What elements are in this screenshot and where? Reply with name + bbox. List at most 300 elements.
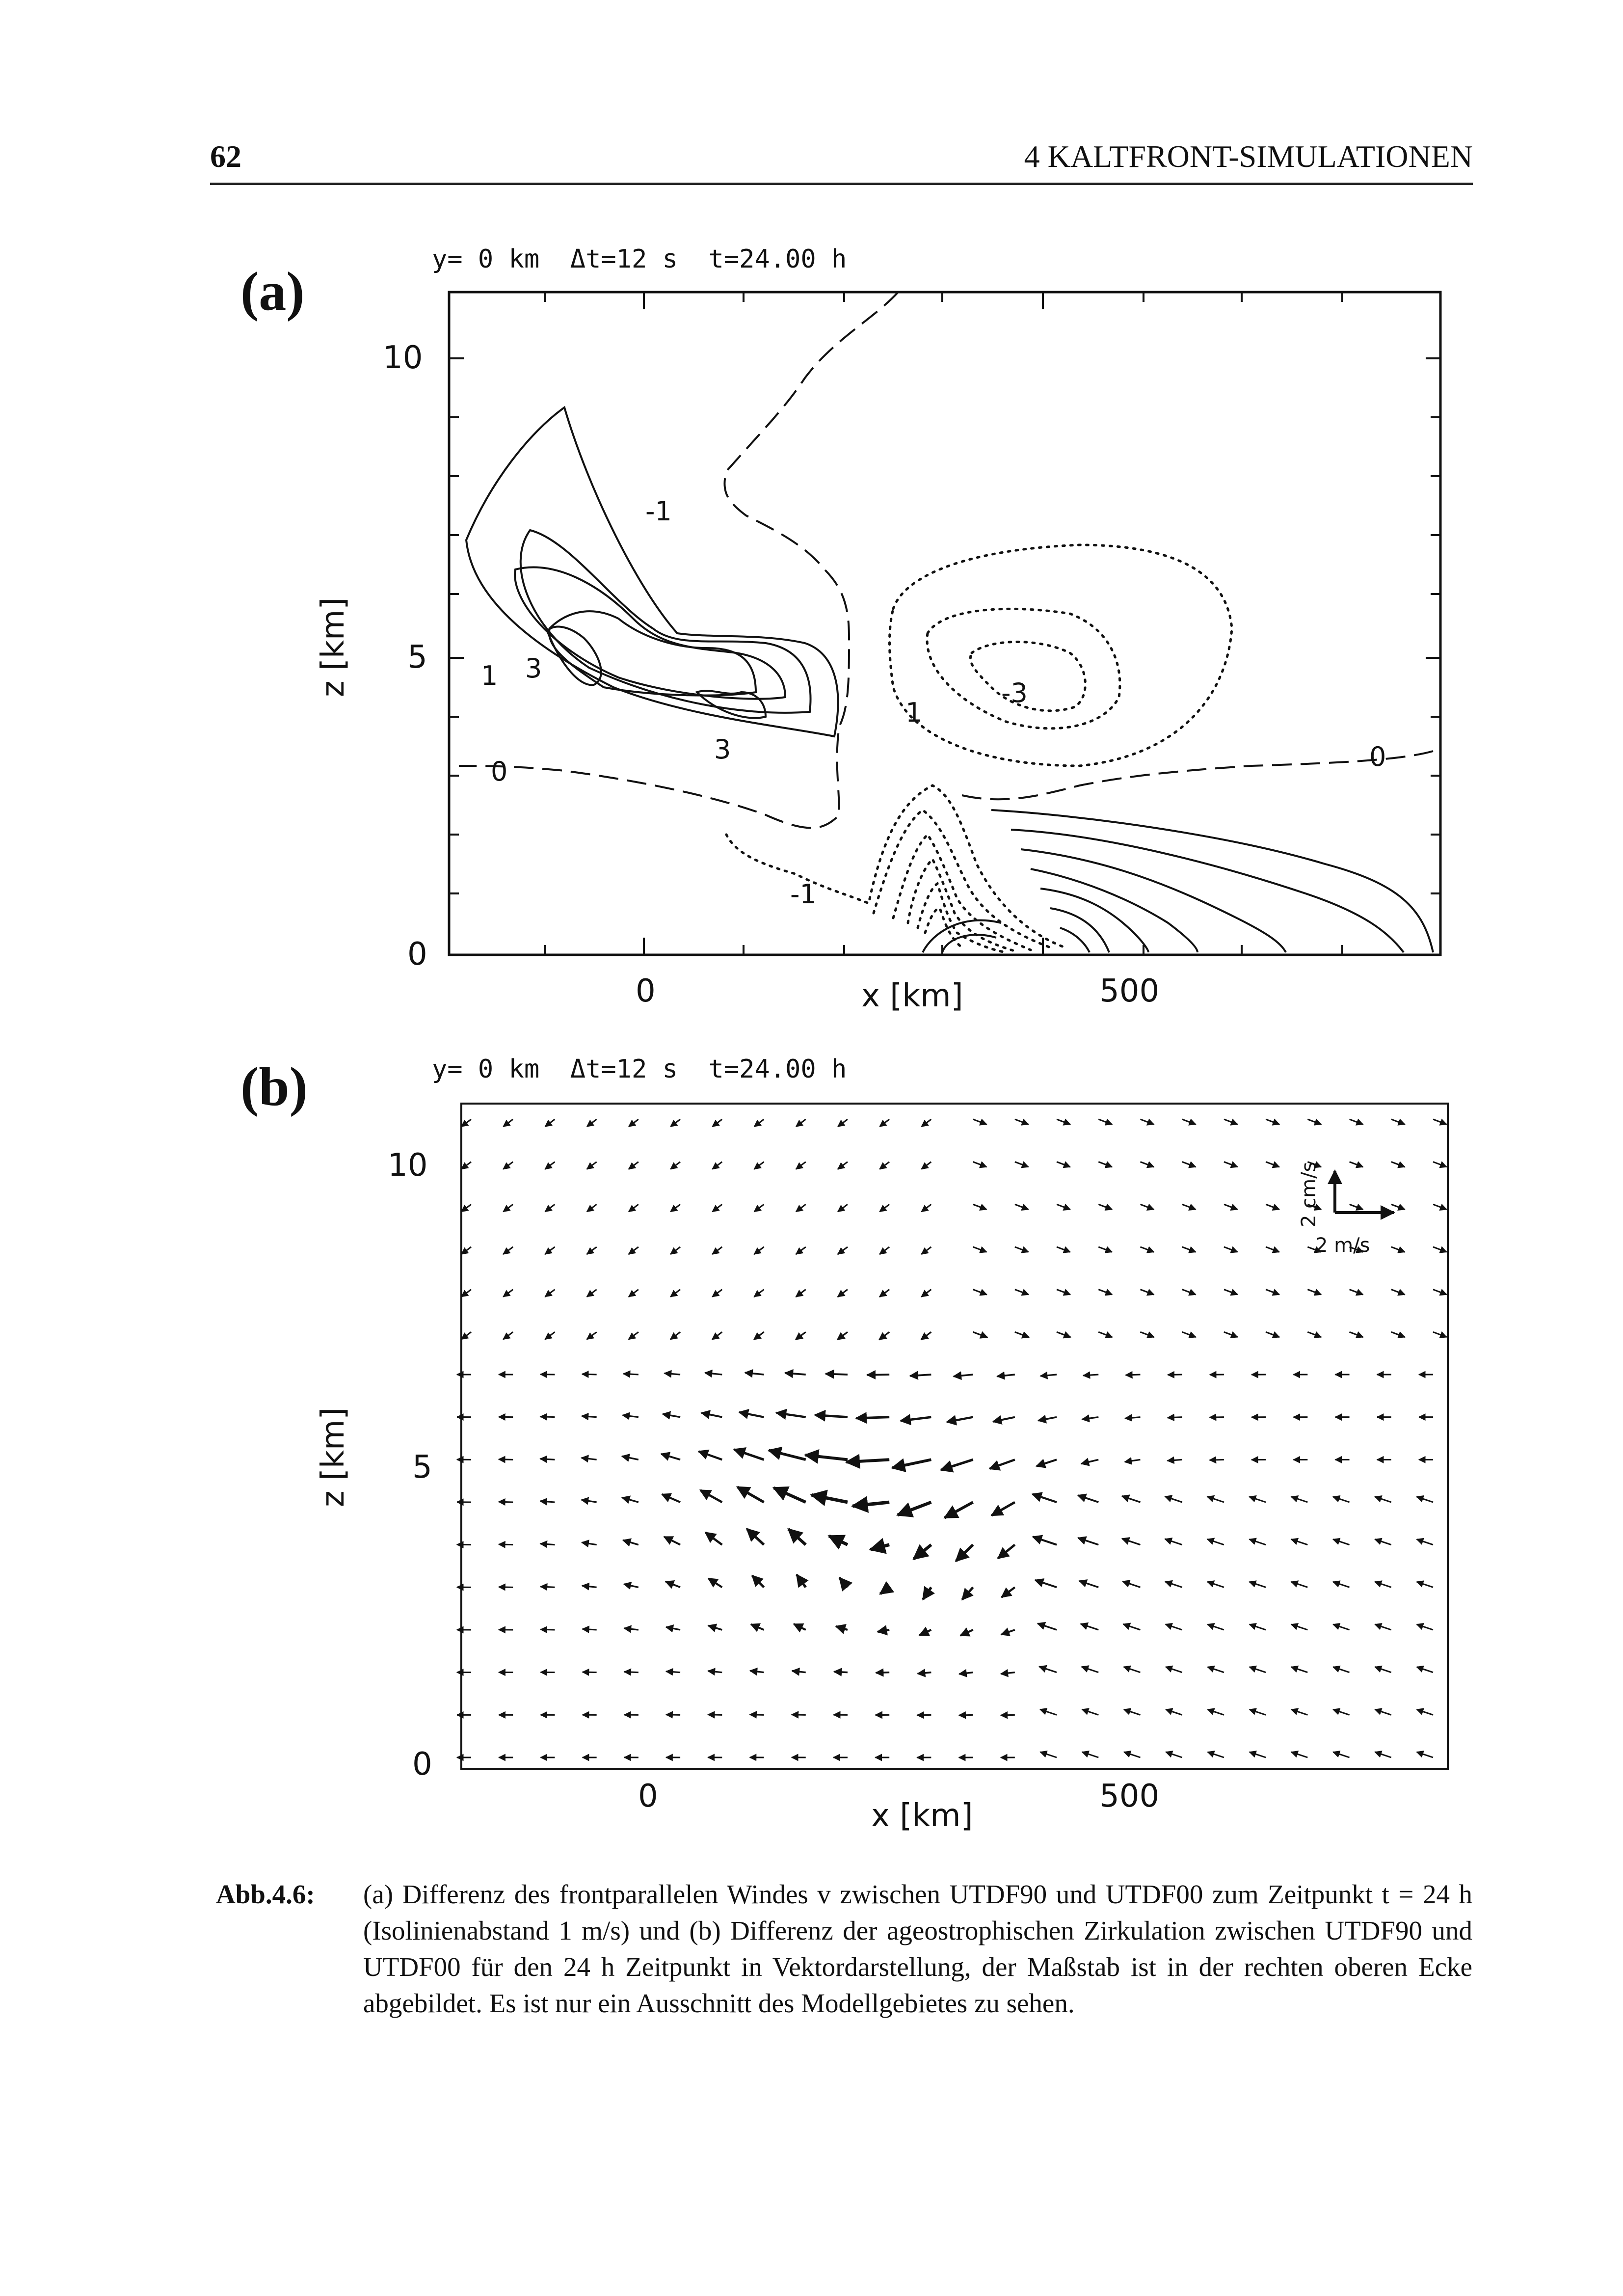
vector-arrow [815, 1415, 848, 1417]
vector-arrow [870, 1545, 889, 1550]
y-tick-0: 0 [412, 1746, 432, 1783]
vector-arrow [1391, 1332, 1405, 1337]
vector-arrow [1015, 1162, 1029, 1167]
vector-arrow [1224, 1162, 1238, 1167]
vector-arrow [503, 1119, 513, 1127]
vector-arrow [1140, 1162, 1154, 1167]
vector-arrow [670, 1332, 680, 1339]
vector-arrow [1250, 1667, 1266, 1673]
vector-arrow [1333, 1497, 1349, 1502]
panel-a-contour-plot [0, 285, 1623, 1031]
contour-label: -1 [790, 879, 817, 910]
vector-arrow [1015, 1247, 1029, 1252]
vector-arrow [670, 1290, 680, 1297]
vector-arrow [829, 1536, 848, 1545]
vector-arrow [1417, 1667, 1433, 1673]
vector-arrow [713, 1204, 722, 1212]
vector-arrow [973, 1119, 987, 1124]
vector-arrow [1291, 1497, 1307, 1502]
vector-arrow [1307, 1332, 1321, 1337]
vector-arrow [1082, 1709, 1099, 1715]
vector-arrow [587, 1247, 597, 1254]
vector-arrow [1375, 1540, 1391, 1545]
vector-arrow [1057, 1162, 1070, 1167]
vector-arrow [1350, 1204, 1363, 1209]
vector-arrow [670, 1204, 680, 1212]
contour-label: 3 [525, 653, 542, 684]
vector-arrow [879, 1204, 889, 1212]
vector-arrow [796, 1119, 806, 1127]
vector-arrow [712, 1332, 722, 1339]
vector-arrow [1291, 1709, 1307, 1715]
vector-arrow [587, 1332, 597, 1339]
vector-arrow [959, 1673, 973, 1674]
vector-arrow [670, 1247, 680, 1254]
x-tick-0: 0 [638, 1778, 658, 1814]
vector-arrow [1291, 1582, 1307, 1587]
vector-arrow [583, 1629, 597, 1630]
vector-arrow [700, 1490, 722, 1502]
panel-a-zero-contours [459, 292, 1433, 828]
vector-arrow [666, 1672, 680, 1673]
vector-arrow [1433, 1332, 1447, 1337]
vector-arrow [622, 1456, 639, 1459]
vector-arrow [1166, 1709, 1182, 1715]
vector-arrow [1098, 1162, 1112, 1167]
vector-arrow [1081, 1624, 1098, 1630]
vector-arrow [1291, 1540, 1307, 1545]
vector-arrow [1391, 1290, 1405, 1295]
vector-arrow [708, 1625, 722, 1630]
vector-arrow [540, 1501, 555, 1502]
vector-arrow [739, 1412, 764, 1417]
vector-arrow [1182, 1332, 1196, 1337]
vector-arrow [701, 1413, 722, 1417]
vector-arrow [1079, 1581, 1098, 1587]
vector-arrow [712, 1290, 722, 1297]
vector-arrow [1165, 1496, 1182, 1502]
vector-arrow [623, 1374, 639, 1375]
vector-arrow [752, 1575, 764, 1587]
vector-arrow [1140, 1119, 1154, 1124]
vector-arrow [796, 1204, 806, 1212]
vector-arrow [582, 1416, 596, 1417]
vector-arrow [1333, 1667, 1349, 1673]
vector-arrow [499, 1544, 513, 1545]
vector-arrow [1224, 1204, 1238, 1209]
vector-arrow [1307, 1119, 1321, 1124]
vector-arrow [774, 1488, 806, 1502]
panel-a-positive-contours [466, 407, 1433, 952]
vector-arrow [1098, 1204, 1112, 1209]
vector-arrow [1057, 1332, 1070, 1337]
vector-arrow [879, 1332, 889, 1340]
vector-arrow [879, 1162, 889, 1169]
vector-arrow [754, 1204, 764, 1212]
caption-label: Abb.4.6: [216, 1879, 315, 1909]
vector-arrow [1250, 1582, 1266, 1587]
vector-arrow [921, 1332, 931, 1340]
vector-arrow [1166, 1667, 1182, 1672]
y-axis-label: z [km] [315, 597, 351, 697]
vector-arrow [1350, 1332, 1363, 1337]
vector-arrow [545, 1290, 555, 1297]
vector-arrow [1333, 1540, 1349, 1545]
vector-arrow [1168, 1459, 1182, 1460]
vector-arrow [1208, 1667, 1224, 1673]
vector-arrow [665, 1373, 680, 1375]
vector-arrow [503, 1162, 513, 1169]
vector-arrow [705, 1373, 722, 1375]
vector-arrow [1208, 1752, 1224, 1757]
vector-arrow [1266, 1247, 1279, 1252]
vector-arrow [708, 1578, 722, 1587]
vector-arrow [1208, 1709, 1224, 1715]
vector-arrow [879, 1290, 889, 1297]
vector-arrow [838, 1290, 848, 1297]
vector-arrow [878, 1630, 889, 1632]
vector-arrow [1433, 1290, 1447, 1295]
contour-label: 1 [905, 697, 923, 728]
vector-arrow [582, 1374, 597, 1375]
vector-arrow [670, 1119, 680, 1127]
vector-arrow [796, 1162, 806, 1169]
contour-label: -3 [1001, 677, 1028, 708]
vector-arrow [797, 1575, 805, 1587]
vector-arrow [856, 1417, 889, 1418]
vector-arrow [840, 1578, 848, 1587]
vector-arrow [461, 1204, 471, 1212]
vector-arrow [962, 1587, 973, 1599]
panel-a-label: (a) [240, 261, 305, 322]
vector-arrow [629, 1247, 639, 1254]
vector-arrow [1165, 1539, 1182, 1545]
contour-label: 0 [491, 756, 508, 787]
vector-arrow [922, 1204, 931, 1212]
vector-arrow [973, 1290, 987, 1295]
vector-arrow [503, 1332, 513, 1339]
vector-arrow [1038, 1417, 1057, 1421]
vector-arrow [1124, 1752, 1140, 1757]
contour-label: 0 [1369, 741, 1386, 772]
vector-arrow [629, 1290, 639, 1297]
vector-arrow [811, 1495, 847, 1502]
vector-arrow [796, 1247, 806, 1254]
x-axis-label: x [km] [861, 978, 963, 1014]
vector-arrow [1002, 1587, 1015, 1597]
vector-arrow [545, 1204, 555, 1212]
vector-arrow [1333, 1582, 1349, 1587]
vector-arrow [751, 1624, 764, 1630]
vector-arrow [1040, 1752, 1057, 1757]
vector-arrow [901, 1417, 931, 1421]
vector-arrow [1375, 1624, 1391, 1630]
vector-arrow [587, 1290, 597, 1297]
vector-arrow [1015, 1290, 1029, 1295]
vector-arrow [1375, 1582, 1391, 1587]
scale-horizontal-label: 2 m/s [1315, 1234, 1370, 1257]
vector-arrow [734, 1450, 764, 1460]
contour-label: -1 [645, 496, 672, 527]
vector-arrow [914, 1545, 931, 1559]
vector-arrow [1391, 1204, 1405, 1209]
vector-arrow [1098, 1119, 1112, 1124]
vector-arrow [1350, 1119, 1363, 1124]
vector-arrow [1182, 1119, 1196, 1124]
vector-arrow [545, 1247, 555, 1254]
vector-arrow [922, 1247, 931, 1254]
vector-arrow [582, 1500, 597, 1502]
vector-arrow [1250, 1540, 1266, 1545]
vector-arrow [708, 1671, 722, 1673]
panel-a-title: y= 0 km Δt=12 s t=24.00 h [432, 244, 847, 274]
vector-arrow [624, 1584, 639, 1587]
vector-arrow [956, 1545, 973, 1561]
vector-arrow [825, 1374, 848, 1375]
vector-arrow [1266, 1332, 1279, 1337]
vector-arrow [754, 1290, 764, 1297]
vector-arrow [796, 1290, 806, 1297]
vector-arrow [1417, 1497, 1433, 1502]
vector-arrow [1333, 1624, 1349, 1630]
vector-arrow [629, 1162, 639, 1169]
vector-arrow [1307, 1290, 1321, 1295]
vector-arrow [892, 1459, 931, 1468]
vector-arrow [750, 1671, 764, 1672]
vector-arrow [754, 1247, 764, 1254]
vector-arrow [699, 1451, 722, 1459]
vector-arrow [545, 1332, 555, 1339]
vector-arrow [960, 1630, 973, 1636]
vector-arrow [541, 1629, 555, 1630]
vector-arrow [837, 1332, 848, 1340]
vector-arrow [923, 1587, 931, 1599]
vector-arrow [1098, 1247, 1112, 1252]
vector-arrow [1082, 1417, 1098, 1420]
vector-arrow [922, 1119, 931, 1127]
vector-arrow [1433, 1204, 1447, 1209]
vector-arrow [838, 1162, 848, 1169]
vector-arrow [1098, 1332, 1112, 1337]
vector-arrow [796, 1332, 806, 1340]
vector-arrow [754, 1162, 764, 1169]
vector-arrow [1140, 1247, 1154, 1252]
vector-arrow [1166, 1624, 1182, 1630]
vector-arrow [1207, 1624, 1224, 1630]
vector-arrow [1038, 1623, 1057, 1630]
panel-a-contour-label-group [481, 496, 1386, 910]
vector-arrow [1207, 1582, 1224, 1587]
vector-arrow [973, 1332, 987, 1337]
vector-arrow [954, 1375, 973, 1377]
vector-arrow [973, 1162, 987, 1167]
vector-arrow [1040, 1709, 1057, 1715]
vector-arrow [1210, 1417, 1224, 1418]
vector-arrow [1375, 1709, 1391, 1715]
vector-arrow [947, 1417, 973, 1422]
vector-arrow [1224, 1290, 1238, 1295]
vector-arrow [879, 1247, 889, 1254]
vector-arrow [1250, 1497, 1266, 1502]
vector-arrow [1391, 1247, 1405, 1252]
vector-arrow [1266, 1204, 1279, 1209]
vector-arrow [1082, 1667, 1098, 1672]
chapter-title: 4 KALTFRONT-SIMULATIONEN [1024, 139, 1473, 174]
vector-arrow [662, 1494, 681, 1502]
vector-arrow [1224, 1332, 1238, 1337]
vector-arrow [1123, 1624, 1141, 1630]
vector-arrow [545, 1119, 555, 1127]
vector-arrow [1082, 1752, 1098, 1757]
y-tick-10: 10 [383, 340, 423, 376]
vector-arrow [712, 1247, 722, 1254]
vector-arrow [461, 1162, 471, 1169]
vector-arrow [776, 1413, 806, 1417]
vector-arrow [1207, 1539, 1224, 1544]
vector-arrow [745, 1373, 764, 1375]
vector-arrow [921, 1290, 931, 1297]
vector-arrow [1210, 1459, 1224, 1460]
vector-arrow [910, 1375, 931, 1376]
y-tick-0: 0 [407, 936, 427, 972]
vector-arrow [1182, 1290, 1196, 1295]
vector-arrow [879, 1119, 889, 1127]
vector-arrow [583, 1672, 597, 1673]
vector-arrow [1057, 1119, 1070, 1124]
vector-arrow [499, 1587, 513, 1588]
vector-arrow [587, 1119, 597, 1127]
vector-arrow [920, 1630, 931, 1635]
vector-arrow [785, 1373, 806, 1375]
vector-arrow [993, 1417, 1014, 1422]
vector-arrow [1391, 1162, 1405, 1167]
vector-arrow [503, 1204, 513, 1212]
vector-arrow [1417, 1709, 1433, 1715]
vector-arrow [1033, 1494, 1057, 1502]
vector-arrow [624, 1628, 639, 1630]
vector-arrow [922, 1162, 931, 1169]
vector-arrow [587, 1162, 597, 1169]
vector-arrow [1078, 1538, 1099, 1545]
vector-arrow [587, 1204, 597, 1212]
x-tick-500: 500 [1099, 1778, 1160, 1814]
x-tick-0: 0 [636, 973, 656, 1009]
vector-arrow [1350, 1290, 1363, 1295]
vector-arrow [1015, 1204, 1029, 1209]
vector-arrow [1291, 1624, 1307, 1630]
vector-arrow [1124, 1667, 1141, 1672]
vector-arrow [1057, 1290, 1070, 1295]
vector-arrow [1039, 1667, 1057, 1673]
vector-arrow [665, 1582, 680, 1588]
vector-arrow [1182, 1162, 1196, 1167]
vector-arrow [1266, 1162, 1279, 1167]
page-number: 62 [210, 139, 241, 174]
vector-arrow [1417, 1582, 1433, 1587]
vector-arrow [1266, 1119, 1279, 1124]
vector-arrow [1122, 1539, 1140, 1544]
vector-arrow [737, 1487, 764, 1502]
vector-arrow [1166, 1752, 1182, 1757]
vector-arrow [997, 1375, 1015, 1377]
contour-label: 3 [714, 734, 731, 765]
vector-arrow [1140, 1332, 1154, 1337]
vector-arrow [1057, 1247, 1070, 1252]
vector-arrow [461, 1290, 471, 1297]
vector-arrow [838, 1119, 848, 1127]
vector-arrow [461, 1332, 471, 1339]
vector-arrow [1033, 1537, 1057, 1544]
vector-arrow [1057, 1204, 1070, 1209]
vector-arrow [1035, 1580, 1057, 1588]
vector-arrow [1350, 1162, 1363, 1167]
vector-arrow [461, 1119, 471, 1127]
vector-arrow [989, 1459, 1015, 1469]
vector-arrow [918, 1673, 931, 1674]
vector-arrow [792, 1671, 806, 1673]
vector-arrow [788, 1529, 805, 1545]
vector-arrow [582, 1458, 597, 1460]
vector-arrow [1333, 1709, 1349, 1715]
y-axis-label: z [km] [315, 1407, 351, 1507]
vector-arrow [836, 1626, 848, 1630]
vector-arrow [1140, 1290, 1154, 1295]
vector-arrow [540, 1459, 555, 1460]
vector-arrow [670, 1162, 680, 1169]
vector-arrow [1165, 1582, 1182, 1587]
vector-arrow [1182, 1247, 1196, 1252]
vector-arrow [623, 1415, 639, 1417]
vector-arrow [713, 1119, 722, 1127]
vector-arrow [503, 1290, 513, 1297]
vector-arrow [998, 1545, 1015, 1559]
vector-arrow [1291, 1752, 1307, 1757]
panel-b-vector-plot [0, 1095, 1623, 1841]
vector-arrow [1015, 1119, 1029, 1124]
vector-arrow [1250, 1709, 1266, 1715]
vector-arrow [1417, 1752, 1433, 1757]
vector-arrow [945, 1502, 973, 1518]
vector-arrow [1168, 1417, 1182, 1418]
y-tick-5: 5 [407, 639, 427, 675]
vector-arrow [663, 1414, 680, 1417]
vector-arrow [1250, 1624, 1266, 1630]
vector-arrow [898, 1502, 931, 1515]
x-axis-label: x [km] [871, 1798, 973, 1834]
vector-arrow [499, 1459, 513, 1460]
header-rule [210, 183, 1473, 185]
panel-b-title: y= 0 km Δt=12 s t=24.00 h [432, 1054, 847, 1084]
vector-arrow [852, 1502, 889, 1506]
vector-arrow [629, 1119, 639, 1127]
vector-arrow [991, 1502, 1014, 1515]
vector-arrow [540, 1544, 555, 1545]
vector-arrow [661, 1454, 680, 1460]
vector-arrow [838, 1247, 848, 1254]
vector-arrow [1391, 1119, 1405, 1124]
vector-arrow [1122, 1581, 1140, 1587]
vector-arrow [794, 1624, 805, 1630]
vector-arrow [623, 1540, 638, 1544]
vector-arrow [1375, 1497, 1391, 1502]
vector-arrow [1140, 1204, 1154, 1209]
vector-arrow [1207, 1497, 1224, 1502]
vector-arrow [461, 1247, 471, 1254]
vector-arrow [629, 1204, 639, 1212]
vector-arrow [1433, 1119, 1447, 1124]
vector-arrow [1015, 1332, 1029, 1337]
vector-arrow [1224, 1247, 1238, 1252]
